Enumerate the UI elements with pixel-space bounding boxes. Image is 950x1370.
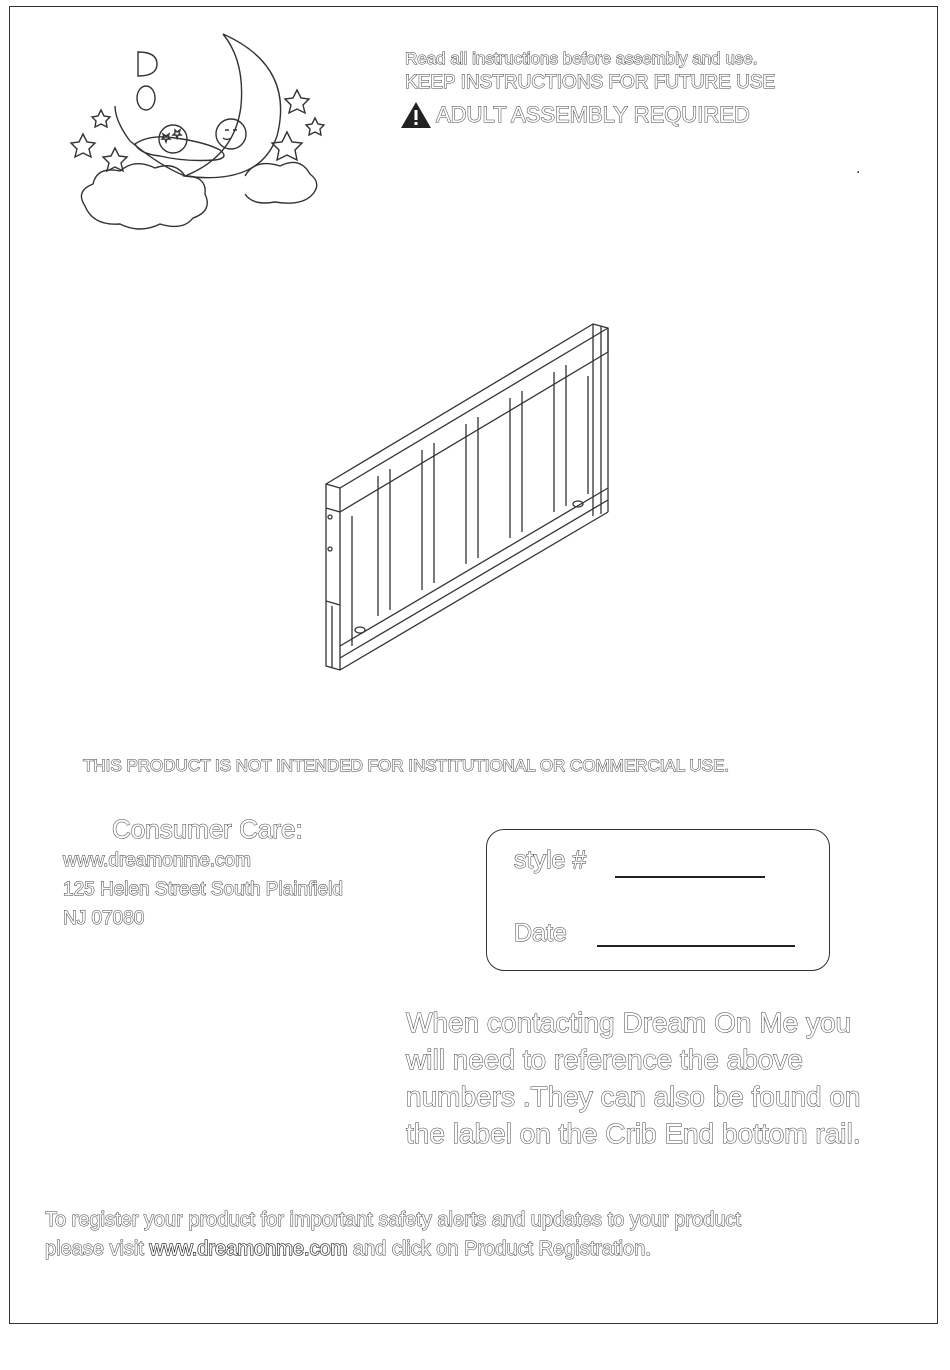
consumer-care-street: 125 Helen Street South Plainfield — [63, 879, 343, 900]
consumer-care-website[interactable]: www.dreamonme.com — [63, 850, 251, 871]
stray-dot: . — [856, 160, 861, 177]
contact-note-line: When contacting Dream On Me you — [406, 1007, 852, 1038]
product-label-box — [486, 829, 830, 971]
instruction-line: Read all instructions before assembly and use. — [405, 49, 758, 68]
warning-row — [400, 101, 750, 129]
keep-instructions-line: KEEP INSTRUCTIONS FOR FUTURE USE — [405, 72, 776, 93]
consumer-care-city: NJ 07080 — [63, 908, 145, 929]
registration-prefix: please visit — [45, 1238, 144, 1260]
registration-suffix: and click on Product Registration. — [352, 1238, 651, 1260]
adult-assembly-warning: ADULT ASSEMBLY REQUIRED — [436, 102, 750, 127]
moon-baby-logo — [65, 26, 325, 236]
crib-rail-illustration — [318, 316, 623, 682]
commercial-use-notice: THIS PRODUCT IS NOT INTENDED FOR INSTITUTIONAL OR COMMERCIAL USE. — [83, 756, 730, 775]
registration-line2 — [45, 1238, 651, 1261]
date-field[interactable] — [597, 945, 795, 947]
style-number-field[interactable] — [615, 876, 765, 878]
date-label: Date — [514, 919, 567, 947]
warning-triangle-icon — [400, 101, 432, 129]
registration-line1: To register your product for important safety alerts and updates to your product — [45, 1209, 741, 1231]
contact-note-line: the label on the Crib End bottom rail. — [406, 1118, 861, 1149]
contact-note-line: numbers .They can also be found on — [406, 1081, 861, 1112]
style-label: style # — [514, 846, 587, 874]
consumer-care-title: Consumer Care: — [112, 814, 303, 844]
registration-link[interactable]: www.dreamonme.com — [149, 1238, 348, 1260]
contact-note-line: will need to reference the above — [406, 1044, 803, 1075]
